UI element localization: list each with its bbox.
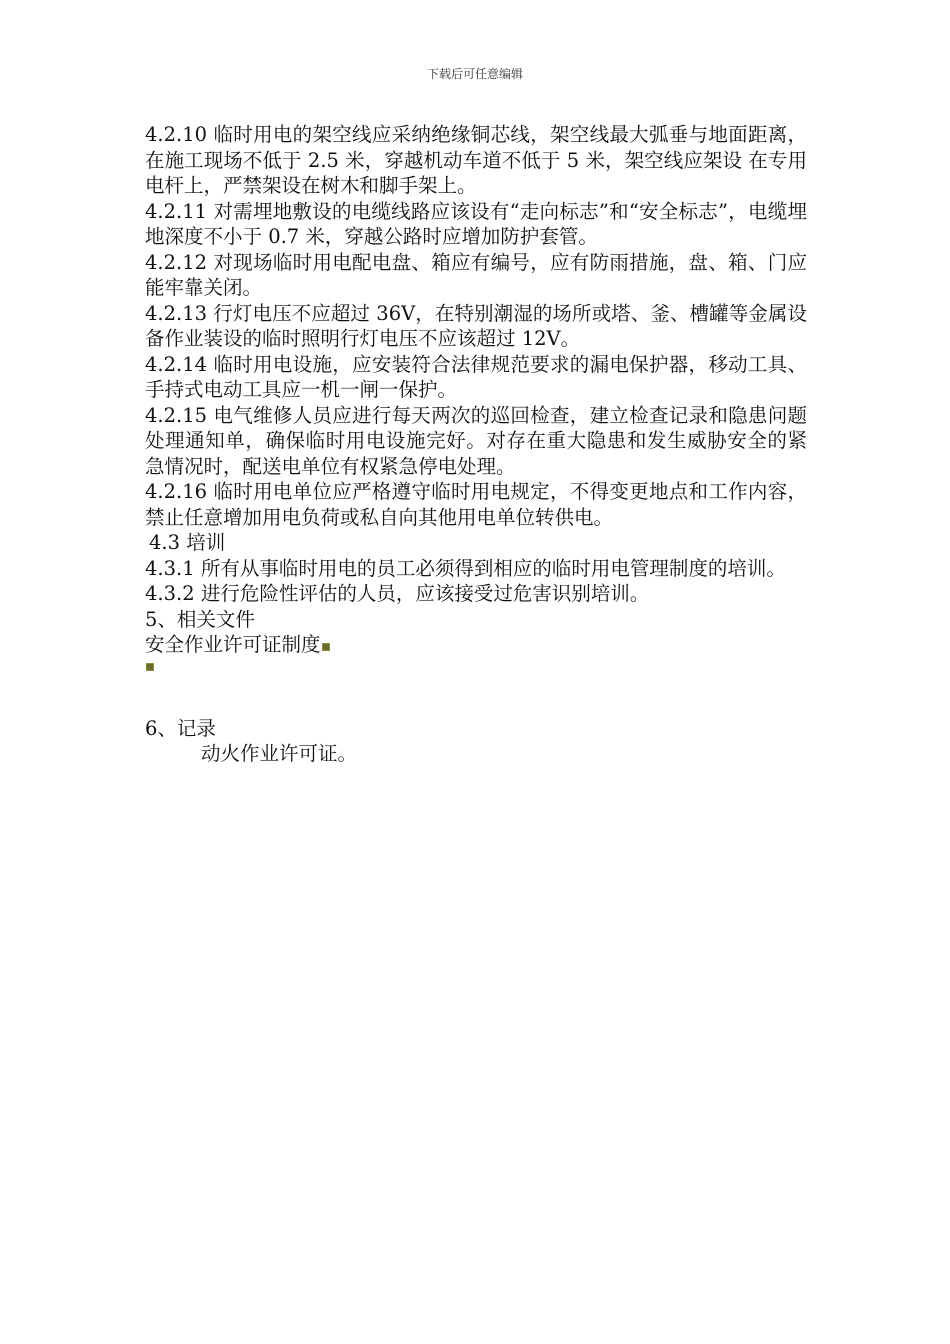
bookmark-marker-icon bbox=[322, 643, 330, 651]
document-body bbox=[145, 122, 807, 767]
paragraph-4-2-10: 4.2.10 临时用电的架空线应采纳绝缘铜芯线，架空线最大弧垂与地面距离，在施工现场不低于 2.5 米，穿越机动车道不低于 5 米，架空线应架设 在专用电杆上，严禁架设在树木和脚手架上。 bbox=[145, 123, 807, 197]
paragraph-marker-icon bbox=[146, 663, 154, 671]
related-document-text: 安全作业许可证制度 bbox=[145, 633, 321, 656]
record-item: 动火作业许可证。 bbox=[201, 742, 358, 765]
section-heading-5: 5、相关文件 bbox=[145, 607, 255, 631]
paragraph-4-3-2: 4.3.2 进行危险性评估的人员，应该接受过危害识别培训。 bbox=[145, 582, 650, 605]
paragraph-4-2-12: 4.2.12 对现场临时用电配电盘、箱应有编号，应有防雨措施，盘、箱、门应能牢靠关闭。 bbox=[145, 250, 807, 299]
paragraph-4-3-1: 4.3.1 所有从事临时用电的员工必须得到相应的临时用电管理制度的培训。 bbox=[145, 556, 786, 580]
section-heading-4-3: 4.3 培训 bbox=[149, 531, 226, 554]
marker-line bbox=[145, 658, 807, 672]
blank-spacer bbox=[145, 672, 807, 716]
related-document-line bbox=[145, 632, 807, 658]
paragraph-4-2-13: 4.2.13 行灯电压不应超过 36V，在特别潮湿的场所或塔、釜、槽罐等金属设备作业装设的临时照明行灯电压不应该超过 12V。 bbox=[145, 301, 807, 350]
paragraph-4-2-16: 4.2.16 临时用电单位应严格遵守临时用电规定，不得变更地点和工作内容，禁止任意增加用电负荷或私自向其他用电单位转供电。 bbox=[145, 480, 807, 529]
section-heading-6: 6、记录 bbox=[145, 716, 216, 740]
page-header: 下载后可任意编辑 bbox=[426, 67, 523, 81]
paragraph-4-2-11: 4.2.11 对需埋地敷设的电缆线路应该设有“走向标志”和“安全标志”，电缆埋地深度不小于 0.7 米，穿越公路时应增加防护套管。 bbox=[145, 199, 807, 248]
paragraph-4-2-15: 4.2.15 电气维修人员应进行每天两次的巡回检查，建立检查记录和隐患问题处理通知单，确保临时用电设施完好。对存在重大隐患和发生威胁安全的紧急情况时，配送电单位有权紧急停电处理。 bbox=[145, 403, 807, 478]
paragraph-4-2-14: 4.2.14 临时用电设施，应安装符合法律规范要求的漏电保护器，移动工具、手持式电动工具应一机一闸一保护。 bbox=[145, 352, 807, 401]
